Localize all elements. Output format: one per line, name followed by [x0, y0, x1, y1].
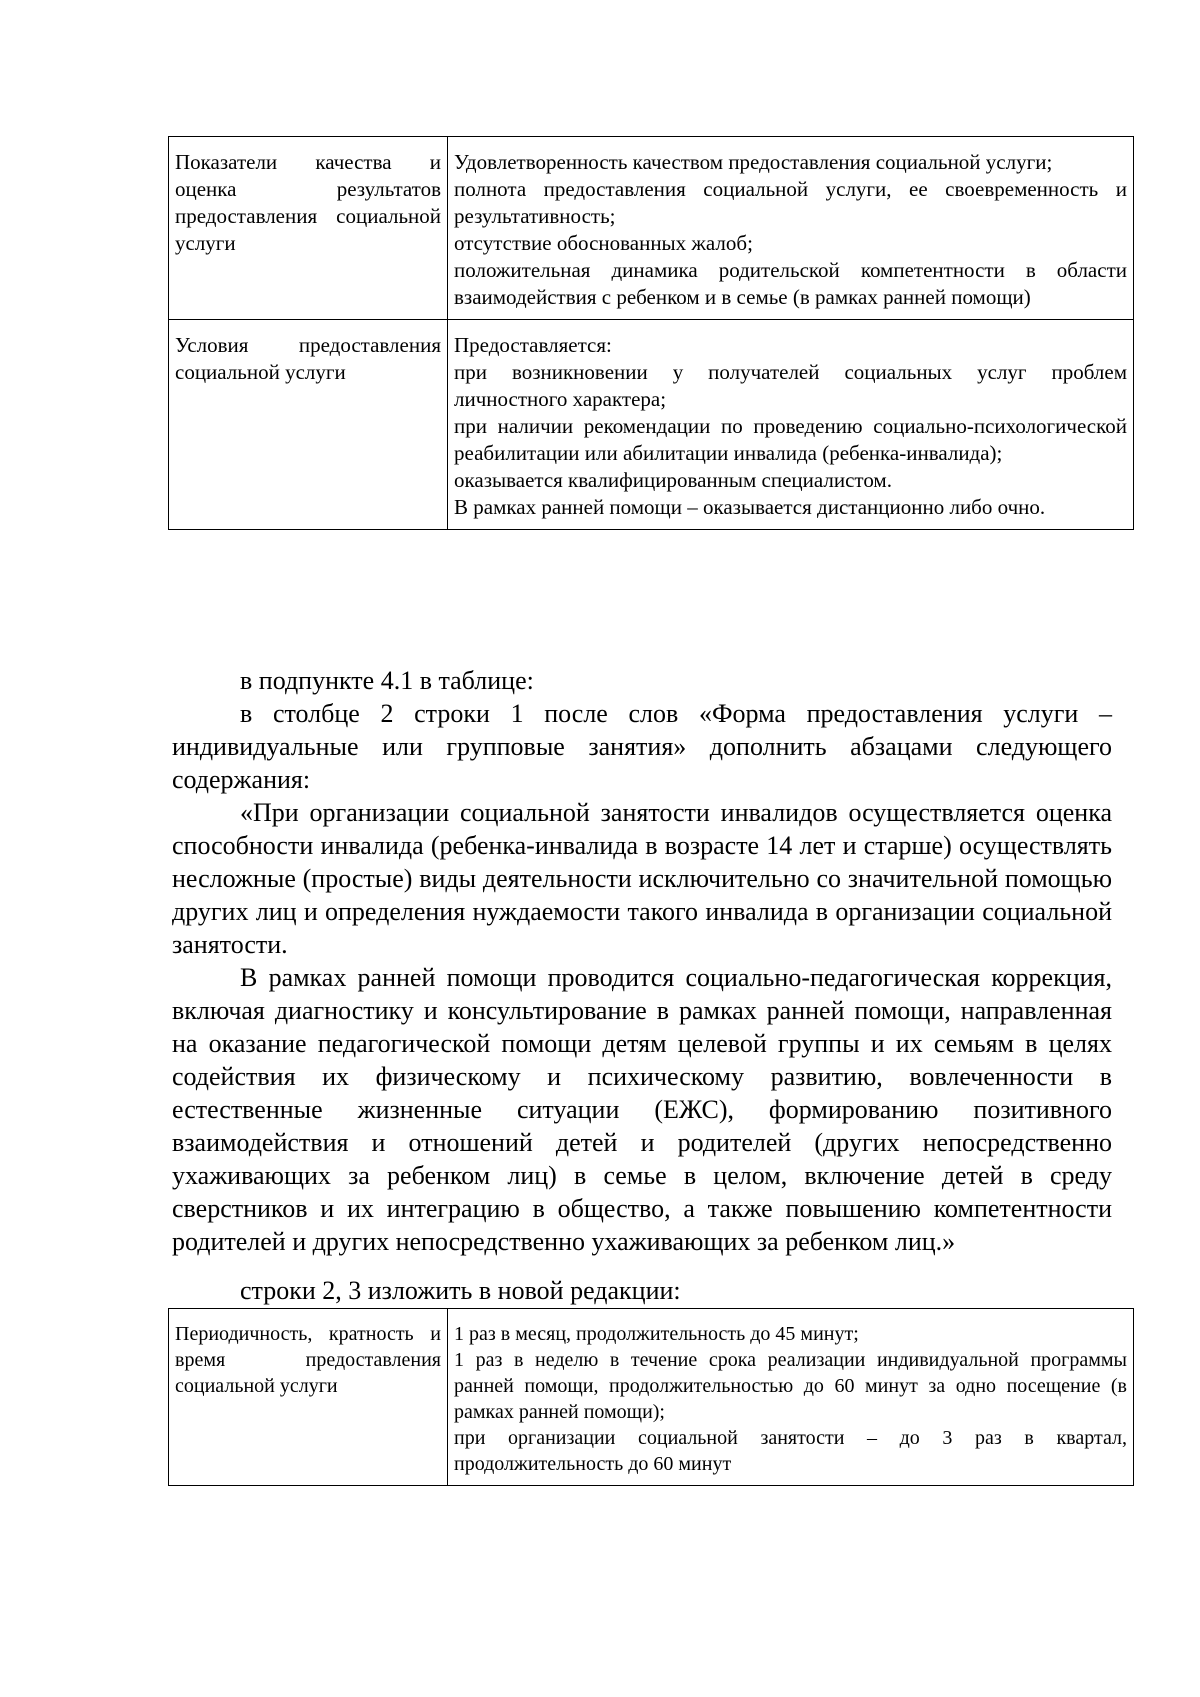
services-table-bottom	[168, 1308, 1134, 1486]
cell-line: отсутствие обоснованных жалоб;	[454, 231, 753, 255]
paragraph-social-employment: «При организации социальной занятости инвалидов осуществляется оценка способности инвалида (ребенка-инвалида в возрасте 14 лет и старше) осуществлять несложные (простые) виды деятельности исключительно со значительной помощью других лиц и определения нуждаемости такого инвалида в организации социальной занятости.	[172, 798, 1112, 959]
paragraph-early-help: В рамках ранней помощи проводится социально-педагогическая коррекция, включая диагностику и консультирование в рамках ранней помощи, направленная на оказание педагогической помощи детям целевой группы и их семьям в целях содействия их физическому и психическому развитию, вовлеченности в естественные жизненные ситуации (ЕЖС), формированию позитивного взаимодействия и отношений детей и родителей (других непосредственно ухаживающих за ребенком лиц) в семье в целом, включение детей в среду сверстников и их интеграцию в общество, а также повышению компетентности родителей и других непосредственно ухаживающих за ребенком лиц.»	[172, 963, 1112, 1256]
cell-line: при организации социальной занятости – до 3 раз в квартал, продолжительность до 60 минут	[454, 1427, 1127, 1475]
lead-paragraph-2: строки 2, 3 изложить в новой редакции:	[240, 1276, 681, 1305]
table-row	[169, 137, 1134, 320]
row-value-periodicity	[448, 1309, 1134, 1486]
cell-line: Предоставляется:	[454, 333, 612, 357]
row-label-periodicity: Периодичность, кратность и время предоставления социальной услуги	[169, 1309, 448, 1486]
lead-paragraph: в подпункте 4.1 в таблице:	[240, 666, 534, 695]
cell-line: В рамках ранней помощи – оказывается дистанционно либо очно.	[454, 495, 1046, 519]
cell-line: Удовлетворенность качеством предоставления социальной услуги;	[454, 150, 1053, 174]
row-label-quality: Показатели качества и оценка результатов предоставления социальной услуги	[169, 137, 448, 320]
paragraph-amendment: в столбце 2 строки 1 после слов «Форма предоставления услуги – индивидуальные или групповые занятия» дополнить абзацами следующего содержания:	[172, 699, 1112, 794]
cell-line: 1 раз в неделю в течение срока реализации индивидуальной программы ранней помощи, продолжительностью до 60 минут за одно посещение (в рамках ранней помощи);	[454, 1349, 1127, 1423]
cell-line: 1 раз в месяц, продолжительность до 45 минут;	[454, 1323, 859, 1345]
table-row	[169, 320, 1134, 530]
row-value-quality	[448, 137, 1134, 320]
row-value-conditions	[448, 320, 1134, 530]
services-table-top	[168, 136, 1134, 530]
cell-line: оказывается квалифицированным специалистом.	[454, 468, 892, 492]
cell-line: при возникновении у получателей социальных услуг проблем личностного характера;	[454, 360, 1127, 411]
cell-line: полнота предоставления социальной услуги, ее своевременность и результативность;	[454, 177, 1127, 228]
table-row	[169, 1309, 1134, 1486]
cell-line: при наличии рекомендации по проведению социально-психологической реабилитации или абилитации инвалида (ребенка-инвалида);	[454, 414, 1127, 465]
cell-line: положительная динамика родительской компетентности в области взаимодействия с ребенком и в семье (в рамках ранней помощи)	[454, 258, 1127, 309]
body-text	[172, 697, 1112, 1258]
row-label-conditions: Условия предоставления социальной услуги	[169, 320, 448, 530]
